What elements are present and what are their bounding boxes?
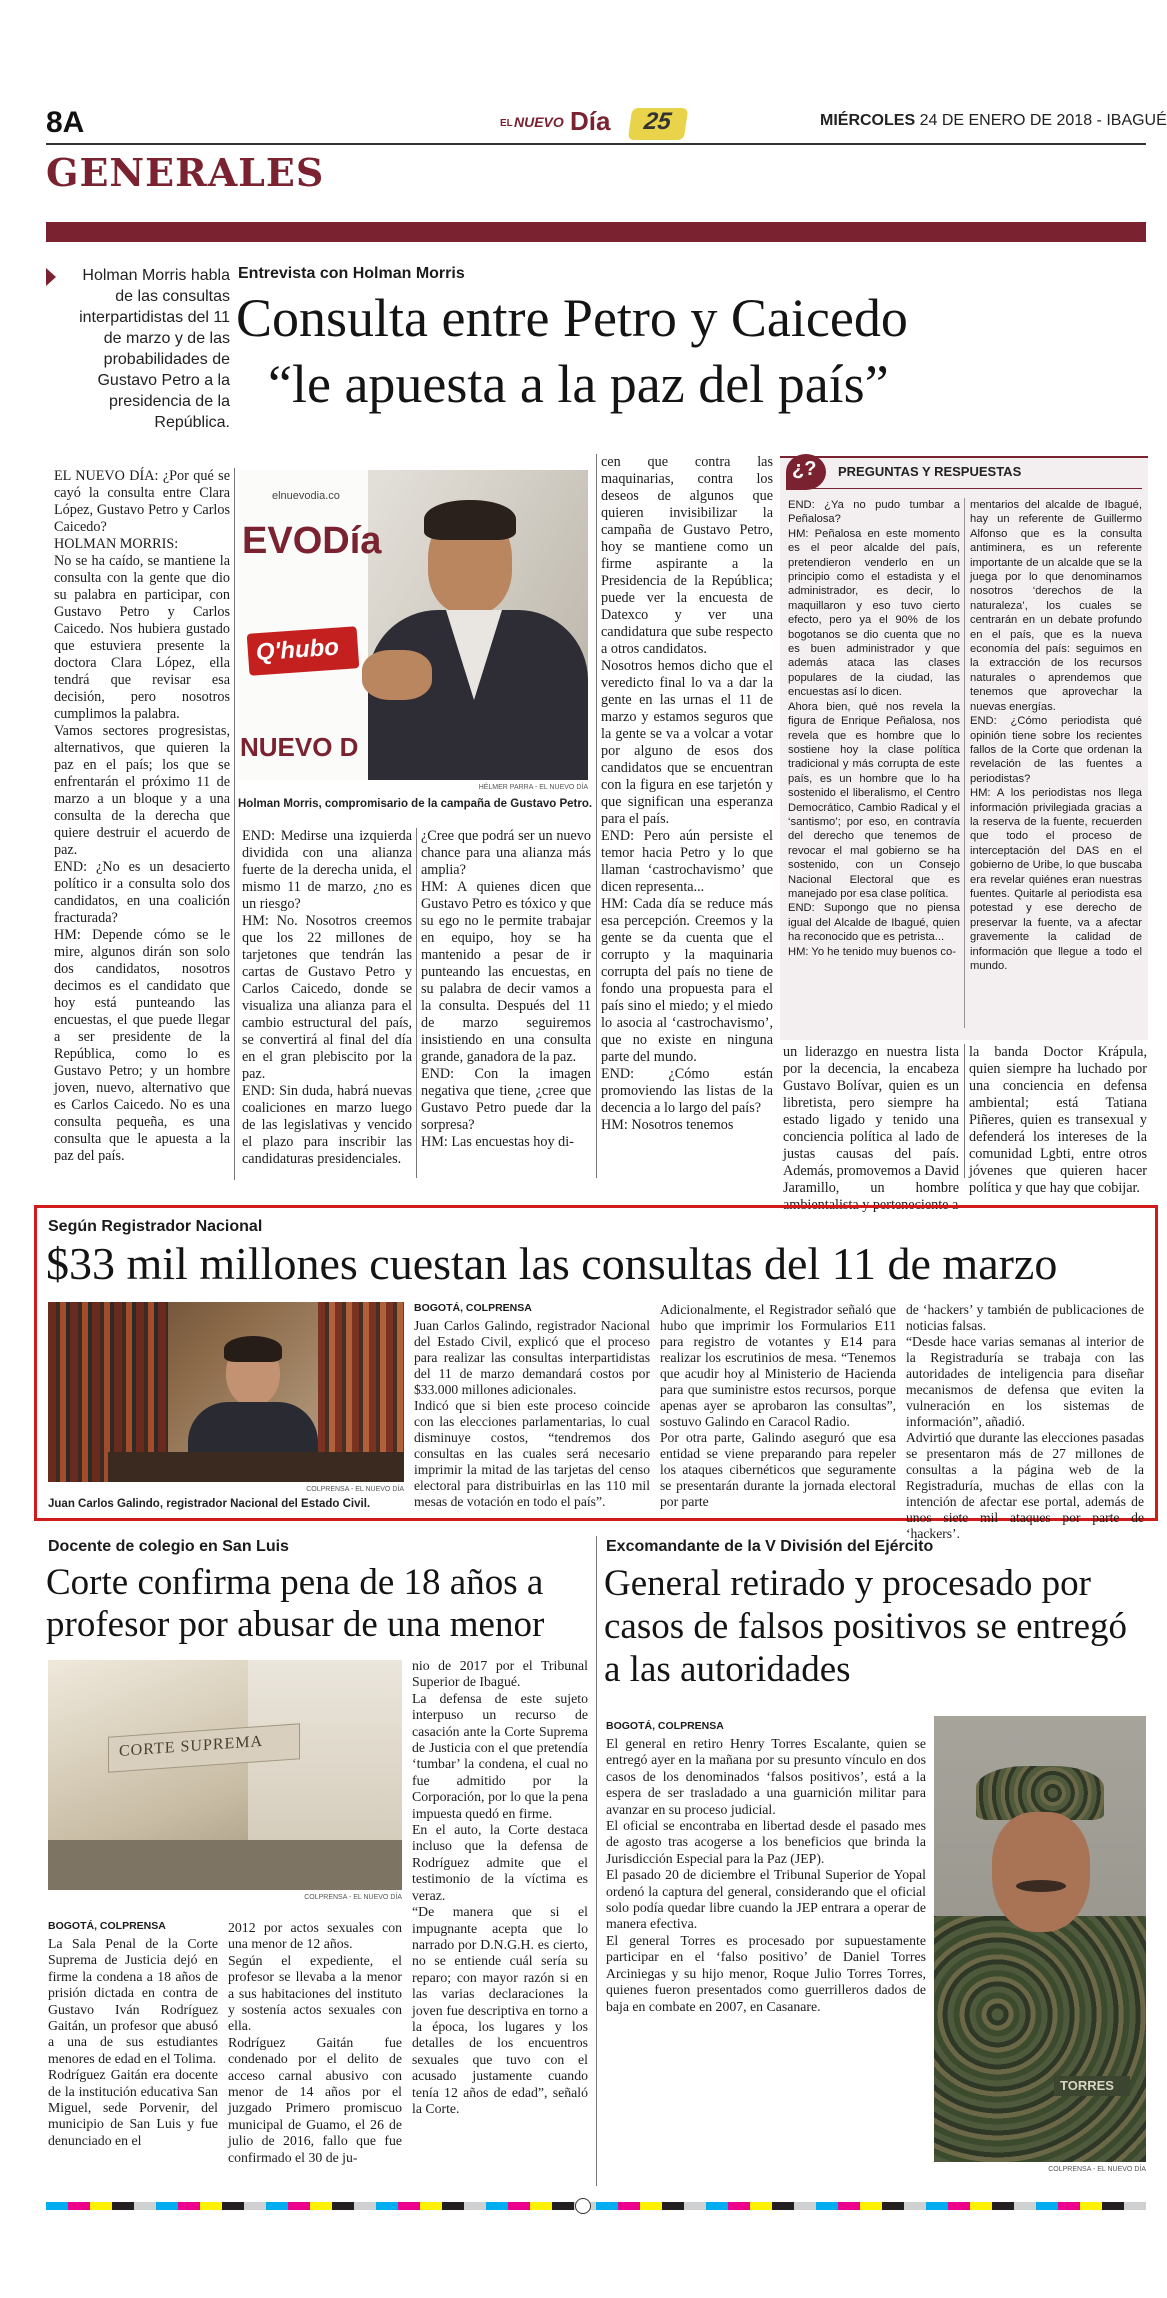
photo-logo-word: Día	[322, 520, 382, 562]
logo-el: EL	[500, 118, 513, 129]
qa-column-1-text: END: ¿Ya no pudo tumbar a Peñalosa? HM: Peñalosa en este momento es el peor alcalde del país, pretendieron venderlo en un principio como el estadista y el administrador, es decir, lo maquillaron y eso tuvo cierto efecto, pero ya el 90% de los bogotanos se dio cuenta que no es buen administrador y que además ataca las clases populares de la ciudad, las encuestas así lo dicen. Ahora bien, qué nos revela la figura de Enrique Peñalosa, nos revela que es hombre que lo sostiene hoy la clase política tradicional y más corrupta de este país, es un hombre que lo ha sostenido el liberalismo, el Centro Democrático, Cambio Radical y el ‘santismo’; por eso, en contravía del derecho que tenemos de revocar el mal gobierno se ha sostenido, con un Consejo Nacional Electoral que es manejado por esa clase política. END: Supongo que no piensa igual del Alcalde de Ibagué, quien ha reconocido que es petrista... HM: Yo he tenido muy buenos co-	[788, 499, 960, 958]
name-tape-text: TORRES	[1060, 2078, 1114, 2093]
article1-column-4	[601, 454, 773, 1180]
article4-dateline: BOGOTÁ, COLPRENSA	[606, 1720, 724, 1732]
masthead-logo	[500, 106, 700, 142]
article2-column-1-text: Juan Carlos Galindo, registrador Nacional del Estado Civil, explicó que el proceso para realizar las consultas interpartidistas del 11 de marzo demandará costos por $33.000 millones adicionales. Indicó que si bien este proceso coincide con las elecciones parlamentarias, lo cual disminuye costos, “tendremos dos consultas en las cuales será necesario imprimir la mitad de las tarjetas del censo electoral para distribuirlas en las 110 mil mesas de votación en todo el país”.	[414, 1318, 650, 1509]
registration-mark	[575, 2198, 591, 2214]
qa-icon-text: ¿?	[792, 458, 817, 480]
galindo-photo	[48, 1302, 404, 1482]
qa-column-1	[788, 498, 960, 1034]
photo-logo-prefix: EVO	[242, 520, 323, 562]
article1-continuation-1-text: un liderazgo en nuestra lista por la decencia, la encabeza Gustavo Bolívar, quien es un libretista, pero siempre ha estado ligado y tenido una conciencia política al lado de justas causas del país. Además, promovemos a David Jaramillo, un hombre ambientalista y perteneciente a	[783, 1044, 959, 1213]
qa-column-2-text: mentarios del alcalde de Ibagué, hay un referente de Guillermo Alfonso que es la consulta antiminera, es un referente importante de un alcalde que se la juega por lo que denominamos nosotros ‘derechos de la naturaleza’, los cuales se centrarán en un debate profundo en el país, que es la nueva economía del país: seguimos en la extracción de los recursos naturales o aprendemos que tenemos que aprovechar la nuevas energías. END: ¿Cómo periodista qué opinión tiene sobre los recientes fallos de la Corte que ordenan la revelación de las fuentes a periodistas? HM: A los periodistas nos llega información privilegiada gracias a la reserva de la fuente, recuerden que todo el proceso de interceptación del DAS en el gobierno de Uribe, lo que buscaba era revelar quiénes eran nuestras fuentes. Quitarle al periodista esa potestad y ese derecho de preservar la fuente, va a afectar gravemente la calidad de información que llegue a todo el mundo.	[970, 499, 1142, 972]
article3-column-1-text: La Sala Penal de la Corte Suprema de Justicia dejó en firme la condena a 18 años de prisión dictada en contra de Gustavo Iván Rodríguez Gaitán, un profesor que abusó a una de sus estudiantes menores de edad en el Tolima. Rodríguez Gaitán era docente de la institución educativa San Miguel, sede Porvenir, del municipio de San Luis y fue denunciado en el	[48, 1936, 218, 2148]
logo-dia: Día	[570, 106, 611, 136]
article1-kicker: Entrevista con Holman Morris	[238, 265, 465, 282]
article1-column-2	[242, 828, 412, 1178]
article2-column-3-text: de ‘hackers’ y también de publicaciones de noticias falsas. “Desde hace varias semanas al interior de la Registraduría se trabaja con las autoridades de inteligencia para diseñar mecanismos de defensa que eviten la vulneración en los sistemas de información”, añadió. Advirtió que durante las elecciones pasadas se presentaron más de 27 millones de consultas a la página web de la Registraduría, muchas de ellas con la intención de afectar ese portal, además de unos siete mil ataques por parte de ‘hackers’.	[906, 1302, 1144, 1541]
general-face	[992, 1812, 1090, 1932]
article-divider	[596, 1536, 597, 2186]
person-hair	[424, 500, 516, 540]
article2-column-1	[414, 1318, 650, 1512]
court-sign-text: CORTE SUPREMA	[119, 1732, 264, 1760]
masthead-date-text: 24 DE ENERO DE 2018 - IBAGUÉ	[919, 112, 1167, 129]
article1-column-2-text: END: Medirse una izquierda dividida con una alianza fuerte de la derecha unida, el mismo 11 de marzo, ¿no es un riesgo? HM: No. Nosotros creemos que los 22 millones de tarjetones que tendrán las cartas de Gustavo Petro y Carlos Caicedo, donde se visualiza una alianza para el cambio estructural del país, se convertirá al final del día en el gran plebiscito por la paz. END: Sin duda, habrá nuevas coaliciones en marzo luego de las legislativas y vencido el plazo para inscribir las candidaturas presidenciales.	[242, 828, 412, 1167]
lead-paragraph: Holman Morris habla de las consultas interpartidistas del 11 de marzo y de las probabilidades de Gustavo Petro a la presidencia de la República.	[79, 267, 230, 431]
article1-column-1	[54, 468, 230, 1180]
article3-column-3-text: nio de 2017 por el Tribunal Superior de Ibagué. La defensa de este sujeto interpuso un recurso de casación ante la Corte Suprema de Justicia con el que pretendía ‘tumbar’ la condena, el cual no fue admitido por la Corporación, por lo que la pena impuesta quedó en firme. En el auto, la Corte destaca incluso que la defensa de Rodríguez admite que el testimonio de la víctima es veraz. “De manera que si el impugnante acepta que lo narrado por D.N.G.H. es cierto, no se entiende cuál sería su reparo; con mayor razón si en las varias declaraciones la joven fue descriptiva en torno a la época, los lugares y los detalles de los encuentros sexuales que tuvo con el acusado justamente cuando tenía 12 años de edad”, señaló la Corte.	[412, 1658, 588, 2116]
article1-headline-line1: Consulta entre Petro y Caicedo	[236, 288, 908, 348]
logo-nuevo: NUEVO	[514, 114, 564, 130]
qa-title-rule	[786, 488, 1142, 489]
article1-column-4-text: cen que contra las maquinarias, contra los deseos de algunos que quieren invisibilizar la campaña de Gustavo Petro, hoy se mantiene como un firme aspirante a la Presidencia de la República; puede ver la encuesta de Datexco y ver una candidatura que sube respecto a otros candidatos. Nosotros hemos dicho que el veredicto final lo va a dar la gente en las urnas el 11 de marzo y estamos seguros que la gente se va a volcar a votar por alguno de esos dos candidatos que se encuentran con la figura en ese tarjetón y que significan una esperanza para el país. END: Pero aún persiste el temor hacia Petro y lo que llaman ‘castrochavismo’ que dicen representa... HM: Cada día se reduce más esa percepción. Creemos y la gente se da cuenta que el corrupto y la maquinaria corrupta del país no tiene de fondo una propuesta para el país sino el miedo; y el miedo lo asocia al ‘castrochavismo’, que no existe en ninguna parte del mundo. END: ¿Cómo están promoviendo las listas de la decencia a lo largo del país? HM: Nosotros tenemos	[601, 454, 773, 1133]
column-divider	[596, 454, 597, 1178]
article2-column-2	[660, 1302, 896, 1512]
article3-kicker: Docente de colegio en San Luis	[48, 1538, 289, 1555]
galindo-hair	[224, 1336, 282, 1362]
photo-brand-badge	[247, 626, 360, 676]
article4-kicker: Excomandante de la V División del Ejército	[606, 1538, 934, 1555]
maroon-bar	[46, 222, 1146, 242]
section-title: GENERALES	[46, 150, 325, 195]
photo3-credit: COLPRENSA - EL NUEVO DÍA	[304, 1894, 402, 1901]
article1-column-3	[421, 828, 591, 1178]
article3-column-1	[48, 1936, 218, 2180]
desk	[108, 1452, 404, 1482]
photo-website: elnuevodia.co	[272, 490, 340, 502]
photo1-credit: HÉLMER PARRA - EL NUEVO DÍA	[478, 784, 588, 791]
qa-icon	[786, 454, 826, 490]
general-body	[934, 1916, 1146, 2162]
holman-morris-photo	[238, 470, 588, 780]
photo-brand-text: Q'hubo	[255, 633, 340, 667]
top-rule	[46, 143, 1146, 145]
qa-column-2	[970, 498, 1142, 1034]
general-torres-photo	[934, 1716, 1146, 2162]
article1-continuation-2-text: la banda Doctor Krápula, quien siempre ha luchado por una conciencia en defensa ambiental; está Tatiana Piñeres, quien es transexual y defenderá los intereses de la comunidad Lgbti, entre otros jóvenes que quieren hacer política y que hay que cobijar.	[969, 1044, 1147, 1196]
name-tape	[1054, 2076, 1130, 2096]
photo-logo-sign	[242, 520, 381, 563]
masthead-weekday: MIÉRCOLES	[820, 112, 916, 129]
article4-body	[606, 1736, 926, 2182]
qa-title: PREGUNTAS Y RESPUESTAS	[838, 464, 1022, 479]
article1-column-1-text: EL NUEVO DÍA: ¿Por qué se cayó la consulta entre Clara López, Gustavo Petro y Carlos Caicedo? HOLMAN MORRIS: No se ha caído, se mantiene la consulta con la gente que dio su palabra en participar, con Gustavo Petro y Carlos Caicedo. Nos hubiera gustado que estuviera presente la doctora Clara López, ella tendrá que revisar esa decisión, pero nosotros cumplimos la palabra. Vamos sectores progresistas, alternativos, que quieren la paz en el país; los que se enfrentarán el próximo 11 de marzo a un bloque y a una consulta de la derecha que quiere destruir el acuerdo de paz. END: ¿No es un desacierto político ir a consulta solo dos candidatos, en una coalición fracturada? HM: Depende cómo se le mire, algunos dirán son solo dos candidatos, nosotros decimos es el candidato que hoy está punteando las encuestas, el que puede llegar a ser presidente de la República, como lo es Gustavo Petro; y un hombre joven, nuevo, alternativo que es Carlos Caicedo. No es una consulta pequeña, es una consulta que le apuesta a la paz del país.	[54, 468, 230, 1164]
anniversary-number: 25	[642, 108, 673, 135]
column-divider	[416, 828, 417, 1178]
anniversary-badge	[628, 108, 688, 140]
photo-logo-small: NUEVO D	[240, 732, 359, 762]
print-color-bar	[46, 2202, 1146, 2210]
article3-column-2-text: 2012 por actos sexuales con una menor de 12 años. Según el expediente, el profesor se llevaba a la menor a sus habitaciones del instituto y sostenía actos sexuales con ella. Rodríguez Gaitán fue condenado por el delito de acceso carnal abusivo con menor de 14 años por el juzgado Primero promiscuo municipal de Guamo, el 26 de julio de 2016, fallo que fue confirmado el 30 de ju-	[228, 1920, 402, 2165]
article2-kicker: Según Registrador Nacional	[48, 1218, 263, 1235]
supreme-court-photo	[48, 1660, 402, 1890]
photo1-caption: Holman Morris, compromisario de la campaña de Gustavo Petro.	[238, 798, 593, 810]
article2-column-2-text: Adicionalmente, el Registrador señaló que hubo que imprimir los Formularios E11 para registro de votantes y E14 para realizar los escrutinios de mesa. “Tenemos que acudir hoy al Ministerio de Hacienda para que suministre estos recursos, porque apenas ayer se aprobaron las consultas”, sostuvo Galindo en Caracol Radio. Por otra parte, Galindo aseguró que esa entidad se viene preparando para repeler los ataques cibernéticos que seguramente se presentarán durante la jornada electoral por parte	[660, 1302, 896, 1509]
photo4-credit: COLPRENSA - EL NUEVO DÍA	[1048, 2166, 1146, 2173]
article1-column-3-text: ¿Cree que podrá ser un nuevo chance para una alianza más amplia? HM: A quienes dicen que Gustavo Petro es tóxico y que su ego no le permite trabajar en equipo, hoy se ha mantenido a pesar de ir punteando las encuestas, en su palabra de decir vamos a la consulta. Después del 11 de marzo seguiremos insistiendo en una consulta grande, ganadora de la paz. END: Con la imagen negativa que tiene, ¿cree que Gustavo Petro puede dar la sorpresa? HM: Las encuestas hoy di-	[421, 828, 591, 1150]
article3-column-2	[228, 1920, 402, 2182]
qa-box	[780, 456, 1148, 1040]
article3-column-3	[412, 1658, 588, 2180]
column-divider	[234, 468, 235, 1180]
article4-headline: General retirado y procesado por casos de falsos positivos se entregó a las autoridades	[604, 1563, 1128, 1690]
photo2-caption: Juan Carlos Galindo, registrador Nacional del Estado Civil.	[48, 1498, 371, 1510]
article1-continuation-1	[783, 1044, 959, 1213]
lead-marker	[46, 268, 56, 286]
article3-headline: Corte confirma pena de 18 años a profesor por abusar de una menor	[46, 1562, 545, 1645]
article3-dateline: BOGOTÁ, COLPRENSA	[48, 1920, 166, 1932]
photo2-credit: COLPRENSA - EL NUEVO DÍA	[306, 1486, 404, 1493]
article2-column-3	[906, 1302, 1144, 1541]
court-floor	[48, 1840, 402, 1890]
general-mustache	[1016, 1880, 1066, 1892]
masthead-date	[820, 112, 1167, 130]
qa-column-divider	[964, 498, 965, 1028]
article2-dateline: BOGOTÁ, COLPRENSA	[414, 1302, 532, 1314]
article2-headline: $33 mil millones cuestan las consultas del 11 de marzo	[46, 1238, 1058, 1289]
person-hand	[362, 650, 432, 700]
article4-body-text: El general en retiro Henry Torres Escalante, quien se entregó ayer en la mañana por su presunto vínculo en dos casos de los denominados ‘falsos positivos’, está a la espera de ser trasladado a una guarnición militar para avanzar en su proceso judicial. El oficial se encontraba en libertad desde el pasado mes de agosto tras acogerse a los beneficios que brinda la Jurisdicción Especial para la Paz (JEP). El pasado 20 de diciembre el Tribunal Superior de Yopal ordenó la captura del general, considerando que el oficial solo podía quedar libre cuando la JEP entrara a operar de manera efectiva. El general Torres es procesado por supuestamente participar en el ‘falso positivo’ de Daniel Torres Arciniegas y su hijo menor, Roque Julio Torres Torres, quienes fueron presentados como guerrilleros dados de baja en combate en 2007, en Casanare.	[606, 1736, 926, 2014]
page-number: 8A	[46, 106, 85, 139]
column-divider	[964, 1044, 965, 1178]
article1-headline-line2: “le apuesta a la paz del país”	[268, 354, 889, 414]
article1-continuation-2	[969, 1044, 1147, 1196]
